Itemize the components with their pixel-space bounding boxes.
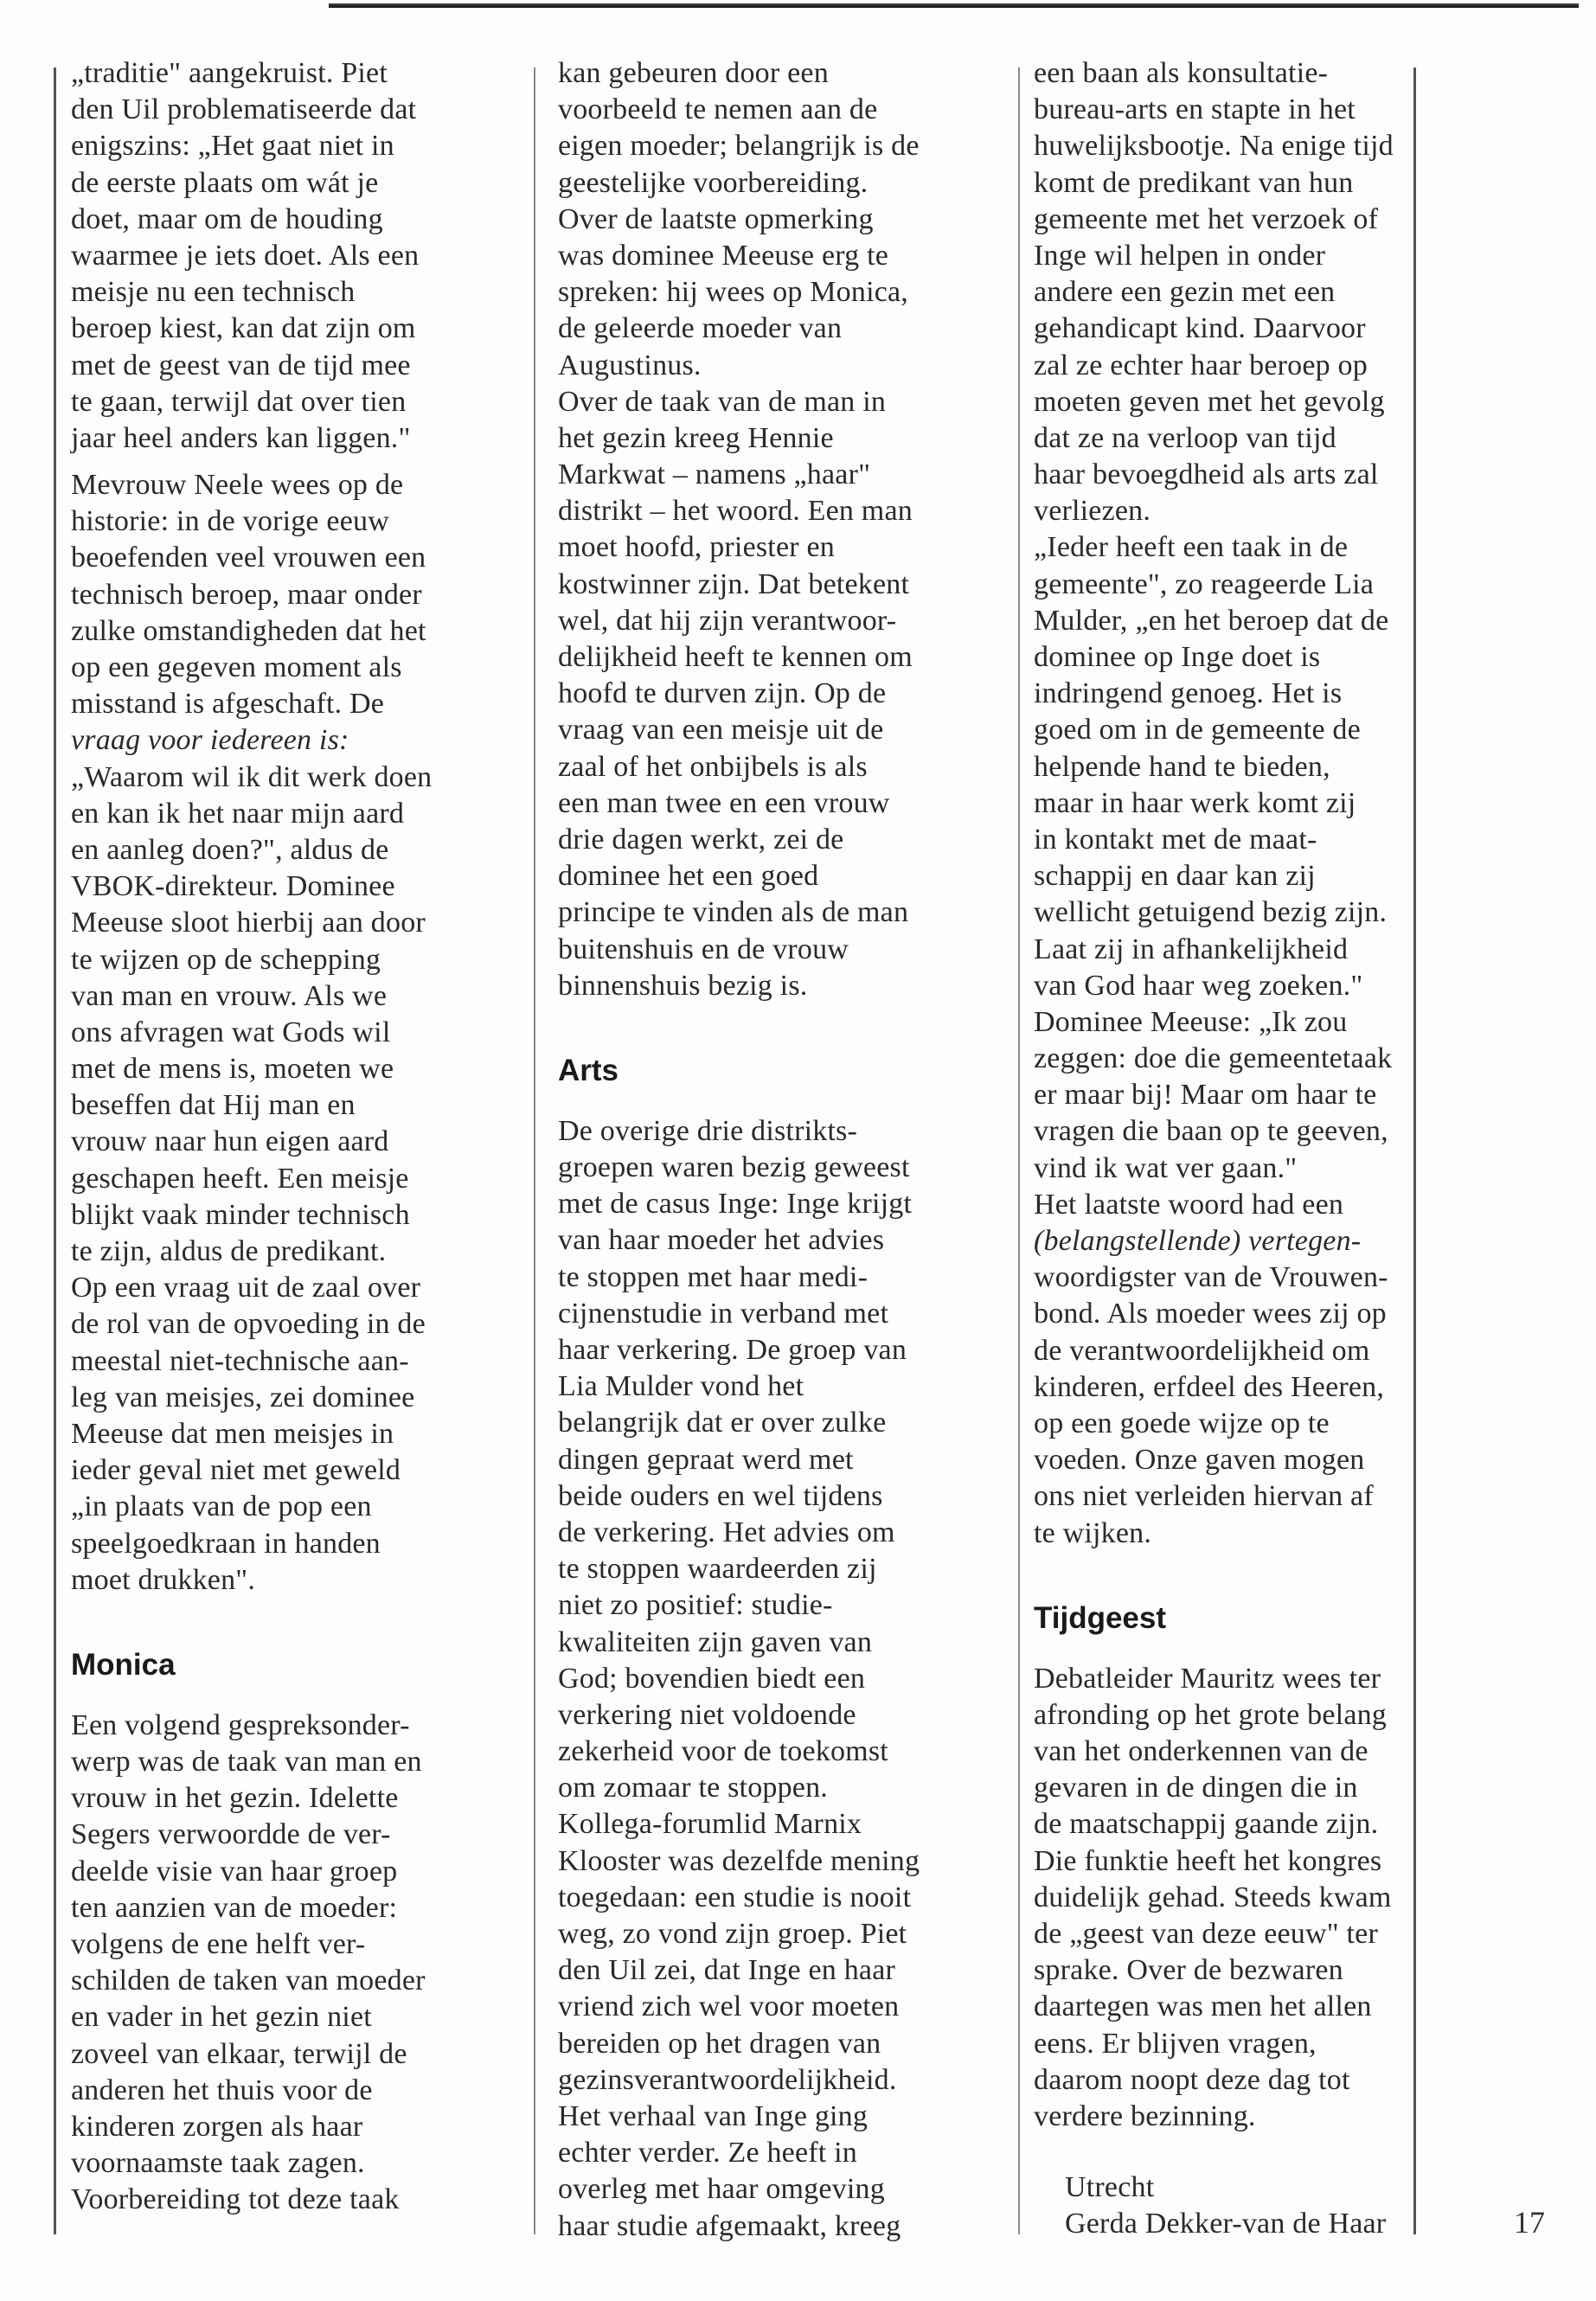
text-line: te wijken. xyxy=(1034,1516,1152,1549)
article-column-2 xyxy=(558,55,1008,2245)
text-line: zekerheid voor de toekomst xyxy=(558,1735,888,1768)
text-line: spreken: hij wees op Monica, xyxy=(558,276,909,309)
text-line: goed om in de gemeente de xyxy=(1034,714,1361,747)
text-line: niet zo positief: studie- xyxy=(558,1589,833,1622)
text-line: dominee het een goed xyxy=(558,860,819,893)
text-line: moet hoofd, priester en xyxy=(558,531,835,564)
text-line: zeggen: doe die gemeentetaak xyxy=(1034,1042,1393,1075)
text-line: vraag van een meisje uit de xyxy=(558,714,884,747)
text-line: buitenshuis en de vrouw xyxy=(558,933,849,965)
text-line: overleg met haar omgeving xyxy=(558,2173,885,2206)
text-line: kinderen, erfdeel des Heeren, xyxy=(1034,1370,1385,1403)
text-line: principe te vinden als de man xyxy=(558,896,909,929)
text-line: en kan ik het naar mijn aard xyxy=(71,797,405,830)
text-line: kwaliteiten zijn gaven van xyxy=(558,1625,873,1658)
text-line: Kollega-forumlid Marnix xyxy=(558,1808,862,1841)
text-line: was dominee Meeuse erg te xyxy=(558,239,889,272)
text-line: schilden de taken van moeder xyxy=(71,1965,426,1997)
text-line: geschapen heeft. Een meisje xyxy=(71,1162,409,1195)
text-line: Een volgend gespreksonder- xyxy=(71,1708,410,1741)
text-line: Over de laatste opmerking xyxy=(558,202,874,235)
text-line: vrouw naar hun eigen aard xyxy=(71,1125,389,1158)
text-line: „traditie" aangekruist. Piet xyxy=(71,57,388,89)
text-line: en vader in het gezin niet xyxy=(71,2001,372,2034)
text-line: eigen moeder; belangrijk is de xyxy=(558,130,920,163)
text-line: Mulder, „en het beroep dat de xyxy=(1034,604,1389,637)
signature-line: Gerda Dekker-van de Haar xyxy=(1065,2208,1387,2240)
text-line: bereiden op het dragen van xyxy=(558,2027,881,2060)
text-line: volgens de ene helft ver- xyxy=(71,1928,366,1960)
text-line: drie dagen werkt, zei de xyxy=(558,823,844,856)
text-line: daartegen was men het allen xyxy=(1034,1990,1372,2023)
text-line: werp was de taak van man en xyxy=(71,1746,422,1779)
text-line: te wijzen op de schepping xyxy=(71,943,381,976)
text-line: VBOK-direkteur. Dominee xyxy=(71,870,395,903)
text-line: anderen het thuis voor de xyxy=(71,2073,373,2106)
text-line: Op een vraag uit de zaal over xyxy=(71,1272,421,1304)
text-line: kinderen zorgen als haar xyxy=(71,2110,363,2143)
text-line: Mevrouw Neele wees op de xyxy=(71,469,404,502)
text-line: voeden. Onze gaven mogen xyxy=(1034,1444,1365,1477)
paragraph xyxy=(1034,55,1406,1552)
text-line: Debatleider Mauritz wees ter xyxy=(1034,1662,1381,1695)
text-line: Lia Mulder vond het xyxy=(558,1370,804,1403)
text-line: de verantwoordelijkheid om xyxy=(1034,1334,1370,1367)
text-line: leg van meisjes, zei dominee xyxy=(71,1381,415,1413)
text-line: jaar heel anders kan liggen." xyxy=(71,421,411,454)
text-line: sprake. Over de bezwaren xyxy=(1034,1954,1343,1987)
text-line: van man en vrouw. Als we xyxy=(71,979,388,1012)
text-line: toegedaan: een studie is nooit xyxy=(558,1881,912,1913)
text-line: van haar moeder het advies xyxy=(558,1224,885,1257)
section-heading-arts: Arts xyxy=(558,1053,619,1087)
text-line: misstand is afgeschaft. De xyxy=(71,688,385,721)
text-line: meisje nu een technisch xyxy=(71,276,356,309)
text-line: deelde visie van haar groep xyxy=(71,1855,398,1888)
signature-line: Utrecht xyxy=(1065,2171,1155,2204)
text-line: afronding op het grote belang xyxy=(1034,1698,1388,1731)
text-line: verkering niet voldoende xyxy=(558,1698,856,1731)
text-line: zal ze echter haar beroep op xyxy=(1034,349,1368,381)
text-line: zoveel van elkaar, terwijl de xyxy=(71,2037,407,2070)
text-line: haar studie afgemaakt, kreeg xyxy=(558,2209,901,2242)
text-line: technisch beroep, maar onder xyxy=(71,578,422,611)
column-rule-right xyxy=(1413,67,1416,2234)
text-line: dominee op Inge doet is xyxy=(1034,641,1321,673)
text-line: Inge wil helpen in onder xyxy=(1034,239,1326,272)
text-line: gevaren in de dingen die in xyxy=(1034,1772,1358,1804)
text-line: de maatschappij gaande zijn. xyxy=(1034,1808,1379,1841)
text-line: Segers verwoordde de ver- xyxy=(71,1818,391,1851)
text-line: gehandicapt kind. Daarvoor xyxy=(1034,312,1366,345)
text-line: te gaan, terwijl dat over tien xyxy=(71,385,407,418)
text-line: Augustinus. xyxy=(558,349,702,381)
text-line: te stoppen waardeerden zij xyxy=(558,1553,877,1586)
paragraph xyxy=(1034,1661,1406,2135)
text-line: meestal niet-technische aan- xyxy=(71,1344,409,1377)
text-line: haar bevoegdheid als arts zal xyxy=(1034,458,1379,491)
text-line: om zomaar te stoppen. xyxy=(558,1772,828,1804)
text-line: weg, zo vond zijn groep. Piet xyxy=(558,1918,907,1950)
text-line: te stoppen met haar medi- xyxy=(558,1260,869,1293)
text-line: met de geest van de tijd mee xyxy=(71,349,411,381)
text-line: Het verhaal van Inge ging xyxy=(558,2099,869,2132)
text-line: eens. Er blijven vragen, xyxy=(1034,2027,1317,2060)
text-line: er maar bij! Maar om haar te xyxy=(1034,1079,1377,1112)
text-line: schappij en daar kan zij xyxy=(1034,860,1316,893)
text-line: bond. Als moeder wees zij op xyxy=(1034,1298,1387,1330)
text-line: verdere bezinning. xyxy=(1034,2099,1256,2132)
paragraph xyxy=(558,1113,1008,2245)
article-column-1 xyxy=(71,55,525,2219)
text-line: in kontakt met de maat- xyxy=(1034,823,1317,856)
text-line: de eerste plaats om wát je xyxy=(71,166,379,199)
text-line: speelgoedkraan in handen xyxy=(71,1527,381,1560)
text-line: (belangstellende) vertegen- xyxy=(1034,1225,1362,1257)
text-line: Het laatste woord had een xyxy=(1034,1188,1344,1221)
text-line: maar in haar werk komt zij xyxy=(1034,786,1356,819)
text-line: ons afvragen wat Gods wil xyxy=(71,1016,391,1048)
text-line: te zijn, aldus de predikant. xyxy=(71,1235,387,1267)
page-number: 17 xyxy=(1514,2205,1545,2240)
text-line: beide ouders en wel tijdens xyxy=(558,1479,883,1512)
text-line: God; bovendien biedt een xyxy=(558,1662,866,1695)
text-line: hoofd te durven zijn. Op de xyxy=(558,677,887,710)
text-line: „Ieder heeft een taak in de xyxy=(1034,531,1349,564)
text-line: Laat zij in afhankelijkheid xyxy=(1034,933,1349,965)
text-line: „Waarom wil ik dit werk doen xyxy=(71,760,433,793)
text-line: vrouw in het gezin. Idelette xyxy=(71,1782,399,1815)
author-signature xyxy=(1034,2170,1406,2242)
text-line: duidelijk gehad. Steeds kwam xyxy=(1034,1881,1392,1913)
text-line: binnenshuis bezig is. xyxy=(558,969,808,1002)
text-line: op een gegeven moment als xyxy=(71,651,402,683)
text-line: wel, dat hij zijn verantwoor- xyxy=(558,604,897,637)
text-line: gemeente", zo reageerde Lia xyxy=(1034,567,1375,600)
text-line: de „geest van deze eeuw" ter xyxy=(1034,1918,1378,1950)
text-line: gezinsverantwoordelijkheid. xyxy=(558,2063,897,2096)
text-line: beseffen dat Hij man en xyxy=(71,1089,356,1122)
section-heading-monica: Monica xyxy=(71,1647,176,1682)
text-line: andere een gezin met een xyxy=(1034,276,1336,309)
text-line: haar verkering. De groep van xyxy=(558,1334,907,1366)
text-line: kan gebeuren door een xyxy=(558,57,829,89)
paragraph xyxy=(71,467,525,1599)
column-rule-1 xyxy=(54,67,56,2234)
text-line: Meeuse dat men meisjes in xyxy=(71,1417,394,1450)
text-line: voornaamste taak zagen. xyxy=(71,2147,365,2180)
text-line: Markwat – namens „haar" xyxy=(558,458,871,491)
text-line: moeten geven met het gevolg xyxy=(1034,385,1385,418)
text-line: met de mens is, moeten we xyxy=(71,1053,394,1086)
text-line: echter verder. Ze heeft in xyxy=(558,2137,857,2170)
text-line: het gezin kreeg Hennie xyxy=(558,421,834,454)
text-line: beoefenden veel vrouwen een xyxy=(71,542,426,574)
text-line: dat ze na verloop van tijd xyxy=(1034,421,1336,454)
text-line: Voorbereiding tot deze taak xyxy=(71,2183,400,2216)
column-rule-3 xyxy=(1018,67,1020,2234)
text-line: doet, maar om de houding xyxy=(71,202,383,235)
text-line: op een goede wijze op te xyxy=(1034,1407,1330,1439)
text-line: distrikt – het woord. Een man xyxy=(558,495,913,528)
text-line: huwelijksbootje. Na enige tijd xyxy=(1034,130,1394,163)
text-line: de verkering. Het advies om xyxy=(558,1516,895,1548)
text-line: waarmee je iets doet. Als een xyxy=(71,239,420,272)
text-line: den Uil problematiseerde dat xyxy=(71,93,417,126)
text-line: wellicht getuigend bezig zijn. xyxy=(1034,896,1388,929)
text-line: Over de taak van de man in xyxy=(558,385,887,418)
text-line: Die funktie heeft het kongres xyxy=(1034,1844,1382,1877)
text-line: vraag voor iedereen is: xyxy=(71,724,349,757)
text-line: een baan als konsultatie- xyxy=(1034,57,1329,89)
text-line: voorbeeld te nemen aan de xyxy=(558,93,878,126)
text-line: historie: in de vorige eeuw xyxy=(71,505,389,538)
text-line: bureau-arts en stapte in het xyxy=(1034,93,1356,126)
text-line: De overige drie distrikts- xyxy=(558,1114,858,1147)
column-rule-2 xyxy=(534,67,535,2234)
text-line: beroep kiest, kan dat zijn om xyxy=(71,312,416,345)
text-line: helpende hand te bieden, xyxy=(1034,750,1330,783)
text-line: zaal of het onbijbels is als xyxy=(558,750,868,783)
text-line: Meeuse sloot hierbij aan door xyxy=(71,907,426,939)
text-line: de rol van de opvoeding in de xyxy=(71,1308,426,1341)
section-heading-tijdgeest: Tijdgeest xyxy=(1034,1600,1167,1635)
text-line: ieder geval niet met geweld xyxy=(71,1454,401,1487)
text-line: vriend zich wel voor moeten xyxy=(558,1990,900,2023)
top-rule xyxy=(329,3,1579,8)
text-line: gemeente met het verzoek of xyxy=(1034,202,1379,235)
text-line: dingen gepraat werd met xyxy=(558,1443,854,1476)
text-line: delijkheid heeft te kennen om xyxy=(558,641,913,673)
text-line: van het onderkennen van de xyxy=(1034,1735,1368,1768)
text-line: enigszins: „Het gaat niet in xyxy=(71,130,394,163)
text-line: Dominee Meeuse: „Ik zou xyxy=(1034,1005,1348,1038)
text-line: kostwinner zijn. Dat betekent xyxy=(558,567,910,600)
text-line: blijkt vaak minder technisch xyxy=(71,1198,410,1231)
text-line: indringend genoeg. Het is xyxy=(1034,677,1343,710)
text-line: en aanleg doen?", aldus de xyxy=(71,833,389,866)
text-line: cijnenstudie in verband met xyxy=(558,1297,889,1330)
text-line: de geleerde moeder van xyxy=(558,312,843,345)
text-line: een man twee en een vrouw xyxy=(558,786,890,819)
text-line: van God haar weg zoeken." xyxy=(1034,969,1363,1002)
text-line: „in plaats van de pop een xyxy=(71,1490,372,1523)
text-line: groepen waren bezig geweest xyxy=(558,1151,910,1184)
text-line: daarom noopt deze dag tot xyxy=(1034,2063,1350,2096)
text-line: geestelijke voorbereiding. xyxy=(558,166,869,199)
text-line: woordigster van de Vrouwen- xyxy=(1034,1261,1388,1294)
article-column-3 xyxy=(1034,55,1406,2243)
text-line: belangrijk dat er over zulke xyxy=(558,1407,887,1439)
paragraph xyxy=(558,55,1008,1004)
paragraph xyxy=(71,55,525,457)
text-line: vind ik wat ver gaan." xyxy=(1034,1151,1298,1184)
text-line: komt de predikant van hun xyxy=(1034,166,1354,199)
text-line: den Uil zei, dat Inge en haar xyxy=(558,1954,896,1987)
text-line: vragen die baan op te geeven, xyxy=(1034,1115,1388,1148)
text-line: moet drukken". xyxy=(71,1563,256,1596)
text-line: ons niet verleiden hiervan af xyxy=(1034,1480,1374,1513)
text-line: verliezen. xyxy=(1034,495,1151,528)
text-line: ten aanzien van de moeder: xyxy=(71,1891,398,1924)
text-line: met de casus Inge: Inge krijgt xyxy=(558,1188,913,1221)
text-line: Klooster was dezelfde mening xyxy=(558,1844,920,1877)
text-line: zulke omstandigheden dat het xyxy=(71,614,426,647)
paragraph xyxy=(71,1708,525,2219)
